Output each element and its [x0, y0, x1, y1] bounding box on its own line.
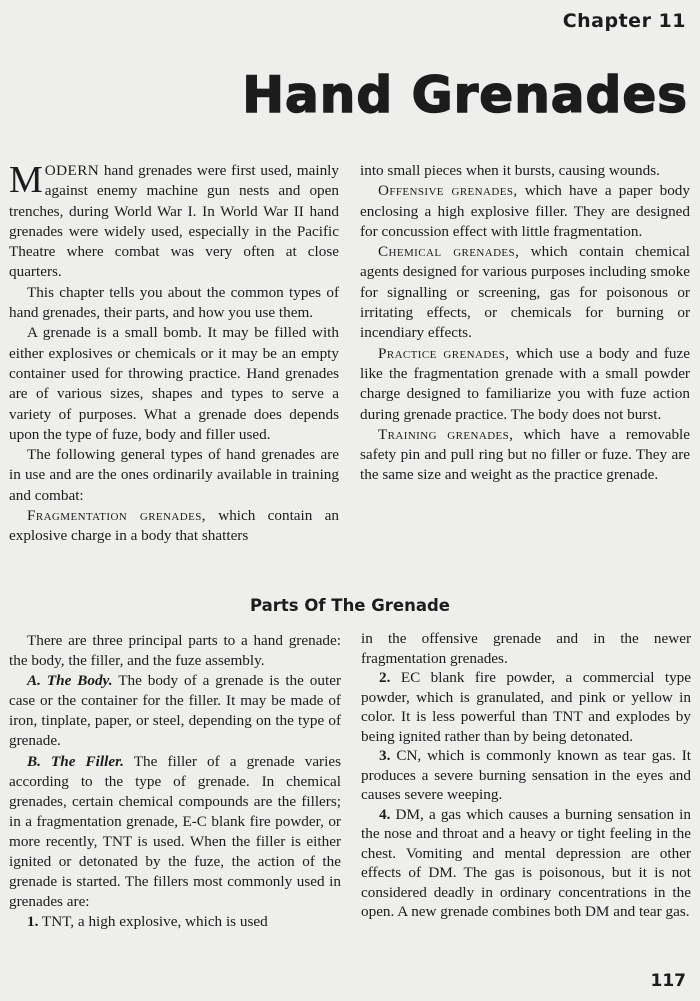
intro-p1-text: hand grenades were first used, mainly against enemy machine gun nests and open trenches, during World War I. In World War II hand grenades were widely used, especially in the Pacific Theatre where combat was very often at close quarters. — [9, 162, 339, 281]
practice-text: which use a body and fuze like the fragmentation grenade with a small powder charge designed to familiarize you with fuze action during grenade practice. The body does not burst. — [360, 344, 690, 423]
list-number-3: 3. — [379, 747, 391, 764]
parts-column-right — [361, 629, 691, 922]
training-term: Training grenades, — [378, 425, 514, 443]
chapter-label: Chapter 11 — [562, 10, 686, 32]
drop-cap: M — [9, 159, 43, 201]
offensive-text: which have a paper body enclosing a high explosive filler. They are designed for concussion effect with little fragmentation. — [360, 182, 690, 240]
parts-column-left — [9, 631, 341, 932]
section-heading: Parts Of The Grenade — [249, 596, 450, 615]
list-number-4: 4. — [379, 805, 391, 823]
intro-paragraph-2: This chapter tells you about the common types of hand grenades, their parts, and how you use them. — [9, 283, 339, 322]
chemical-text: which contain chemical agents designed for various purposes including smoke for signalling or screening, gas for poisonous or irritating effects, or chemicals for burning or incendiary effects. — [360, 243, 690, 342]
intro-paragraph-3: A grenade is a small bomb. It may be filled with either explosives or chemicals or it may be an empty container used for throwing practice. Hand grenades are of various sizes, shapes and types to serve a variety of purposes. What a grenade does depends upon the type of fuze, body and filler used. — [9, 324, 339, 443]
fragmentation-term: Fragmentation grenades, — [27, 507, 206, 525]
list-item-1 — [9, 912, 341, 932]
list-number-1: 1. — [27, 913, 39, 931]
page-number: 117 — [650, 971, 686, 991]
body-paragraph — [9, 671, 341, 751]
practice-term: Practice grenades, — [378, 344, 510, 362]
list-item-3 — [361, 746, 691, 805]
list-text-1: TNT, a high explosive, which is used — [38, 913, 268, 931]
filler-text: The filler of a grenade varies according to the type of grenade. In chemical grenades, certain chemical compounds are the fillers; in a fragmentation grenade, E-C blank fire powder, or more recently, TNT is used. When the filler is either ignited or detonated by the fuze, the action of the grenade is started. The fillers most commonly used in grenades are: — [9, 752, 341, 911]
list-item-2 — [361, 668, 691, 746]
intro-column-right — [360, 161, 690, 486]
chemical-paragraph — [360, 242, 690, 343]
list-text-3: CN, which is commonly known as tear gas. It produces a severe burning sensation in the eyes and causes severe weeping. — [361, 747, 691, 803]
intro-smallcaps: ODERN — [44, 162, 100, 179]
fragmentation-text: which contain an explosive charge in a body that shatters — [9, 507, 339, 545]
list-text-4: DM, a gas which causes a burning sensation in the nose and throat and a heavy or tight feeling in the chest. Vomiting and mental depression are other effects of DM. The gas is poisonous, but it is not considered deadly in ordinary concentrations in the open. A new grenade combines both DM and tear gas. — [361, 805, 691, 920]
fragmentation-continued: into small pieces when it bursts, causing wounds. — [360, 162, 660, 179]
parts-paragraph-1: There are three principal parts to a hand grenade: the body, the filler, and the fuze assembly. — [9, 632, 341, 670]
training-text: which have a removable safety pin and pull ring but no filler or fuze. They are the same size and weight as the practice grenade. — [360, 425, 690, 484]
training-paragraph — [360, 425, 690, 486]
page-title: Hand Grenades — [242, 66, 688, 124]
chemical-term: Chemical grenades, — [378, 243, 520, 261]
offensive-paragraph — [360, 181, 690, 242]
list-text-2: EC blank fire powder, a commercial type powder, which is granulated, and pink or yellow in color. It is less powerful than TNT and explodes by being ignited rather than by being detonated. — [361, 669, 691, 745]
list-item-4 — [361, 805, 691, 922]
intro-column-left — [9, 161, 339, 547]
practice-paragraph — [360, 344, 690, 425]
list-number-2: 2. — [379, 669, 391, 686]
offensive-term: Offensive grenades, — [378, 182, 518, 200]
intro-paragraph-1 — [9, 161, 339, 283]
body-label: A. The Body. — [27, 672, 113, 690]
filler-paragraph — [9, 752, 341, 913]
intro-paragraph-4: The following general types of hand grenades are in use and are the ones ordinarily available in training and combat: — [9, 446, 339, 504]
list-item-1-continued: in the offensive grenade and in the newer fragmentation grenades. — [361, 630, 691, 667]
filler-label: B. The Filler. — [27, 752, 124, 770]
body-text: The body of a grenade is the outer case or the container for the filler. It may be made of iron, tinplate, paper, or steel, depending on the type of grenade. — [9, 672, 342, 750]
fragmentation-paragraph — [9, 506, 339, 547]
